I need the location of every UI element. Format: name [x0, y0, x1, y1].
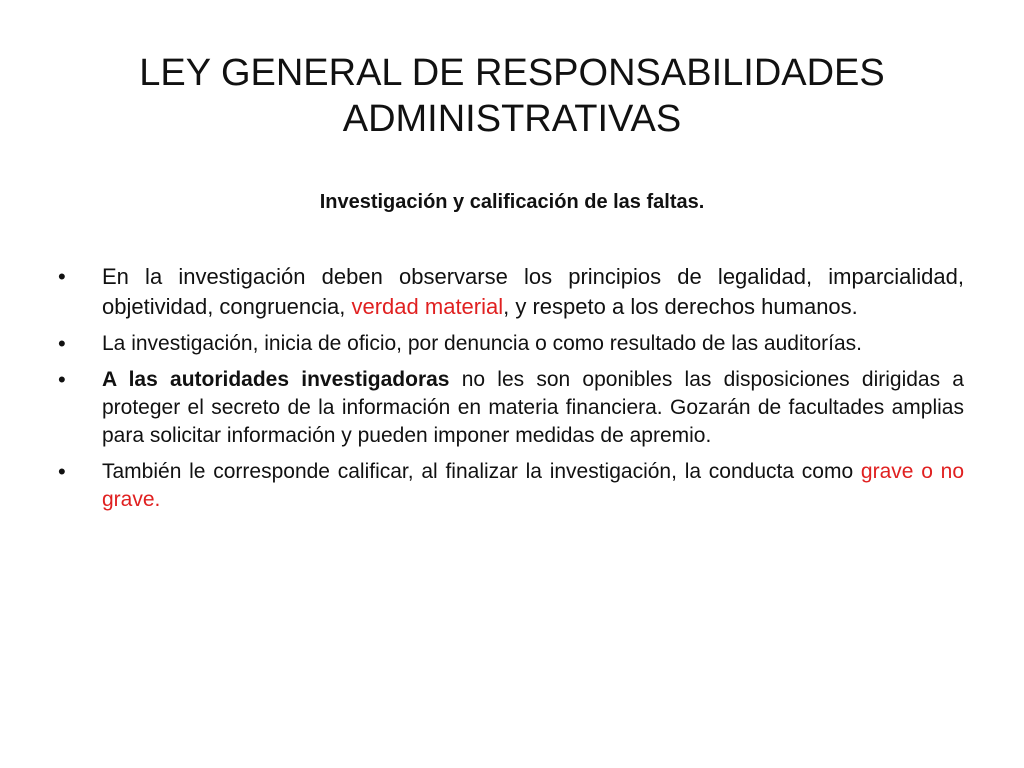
- slide-title: [60, 50, 964, 142]
- bullet-item-1: [58, 262, 964, 322]
- bullet-4-text: También le corresponde calificar, al finalizar la investigación, la conducta como: [102, 460, 861, 483]
- bullet-icon: •: [58, 459, 66, 484]
- bullet-1-highlight: verdad material: [351, 294, 504, 319]
- bullet-3-text: no les son oponibles las disposiciones dirigidas a proteger el secreto de la información en materia financiera. Gozarán de facultades amplias para solicitar información y pueden imponer medidas de apremio.: [102, 368, 964, 447]
- bullet-3-bold: A las autoridades investigadoras: [102, 368, 450, 391]
- bullet-item-3: [58, 366, 964, 450]
- bullet-icon: •: [58, 331, 66, 356]
- bullet-icon: •: [58, 367, 66, 392]
- bullet-4-highlight: grave o no grave.: [102, 460, 964, 511]
- title-line-2: ADMINISTRATIVAS: [342, 98, 682, 140]
- bullet-list: [58, 262, 964, 522]
- title-line-1: LEY GENERAL DE RESPONSABILIDADES: [139, 52, 885, 94]
- bullet-1-text-end: , y respeto a los derechos humanos.: [503, 294, 858, 319]
- bullet-icon: •: [58, 264, 66, 289]
- bullet-item-4: [58, 458, 964, 514]
- bullet-2-text: La investigación, inicia de oficio, por denuncia o como resultado de las auditorías.: [102, 332, 862, 355]
- slide-subtitle: Investigación y calificación de las faltas.: [319, 191, 705, 213]
- bullet-item-2: [58, 330, 964, 358]
- bullet-1-text: En la investigación deben observarse los principios de legalidad, imparcialidad, objetividad, congruencia,: [102, 264, 964, 319]
